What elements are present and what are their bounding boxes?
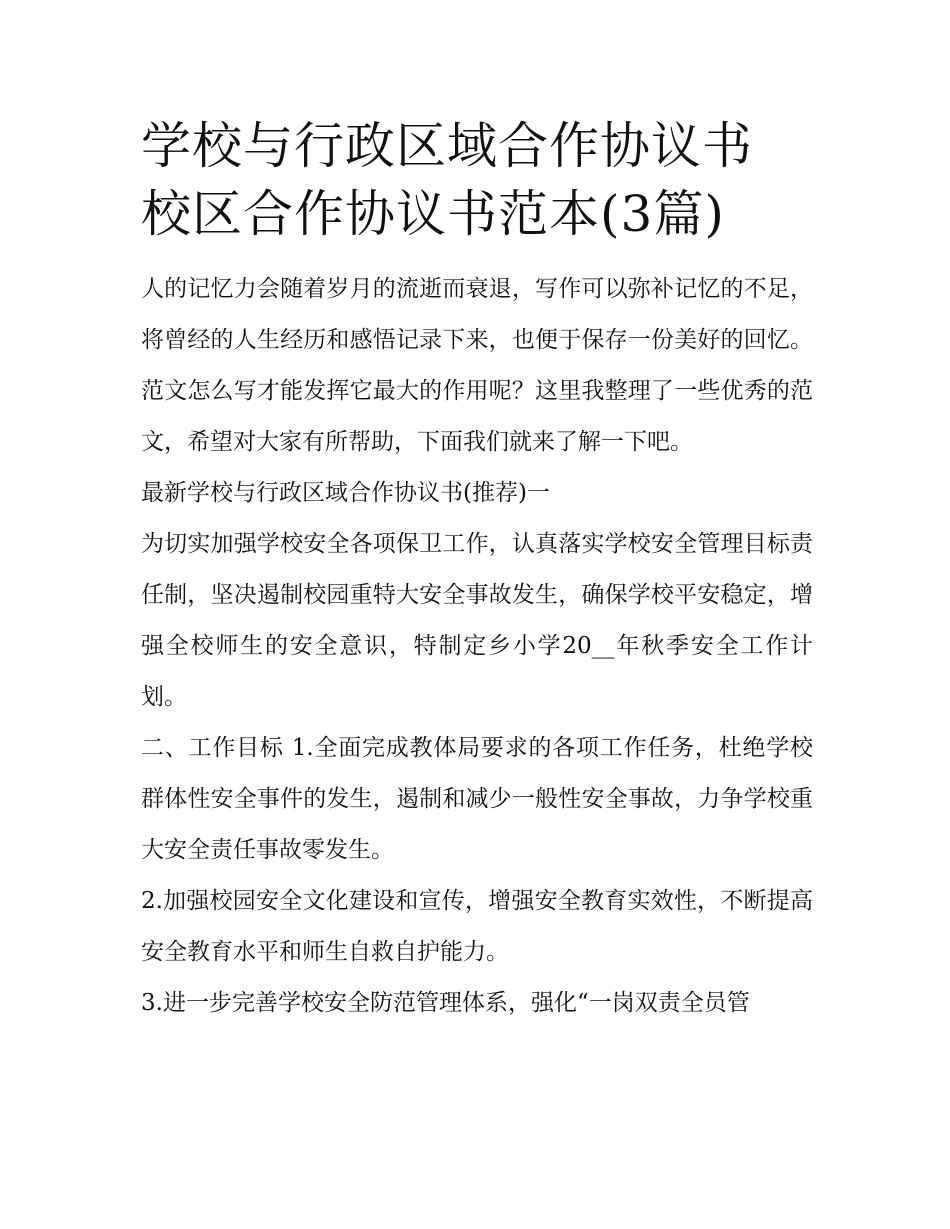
goal-paragraph-3: 3.进一步完善学校安全防范管理体系，强化“一岗双责全员管 [141,990,750,1016]
goal-paragraph-1: 二、工作目标 1.全面完成教体局要求的各项工作任务，杜绝学校群体性安全事件的发生，遏制和减少一般性安全事故，力争学校重大安全责任事故零发生。 [141,735,813,863]
section-heading: 最新学校与行政区域合作协议书(推荐)一 [141,480,550,506]
body-paragraph: 为切实加强学校安全各项保卫工作，认真落实学校安全管理目标责任制，坚决遏制校园重特大安全事故发生，确保学校平安稳定，增强全校师生的安全意识，特制定乡小学20__年秋季安全工作计划。 [141,531,813,710]
goal-paragraph-2: 2.加强校园安全文化建设和宣传，增强安全教育实效性，不断提高安全教育水平和师生自救自护能力。 [141,888,813,965]
intro-paragraph: 人的记忆力会随着岁月的流逝而衰退，写作可以弥补记忆的不足，将曾经的人生经历和感悟记录下来，也便于保存一份美好的回忆。范文怎么写才能发挥它最大的作用呢？这里我整理了一些优秀的范文，希望对大家有所帮助，下面我们就来了解一下吧。 [141,276,813,455]
document-page [141,112,813,1029]
document-title: 学校与行政区域合作协议书 校区合作协议书范本(3篇) [141,117,753,243]
